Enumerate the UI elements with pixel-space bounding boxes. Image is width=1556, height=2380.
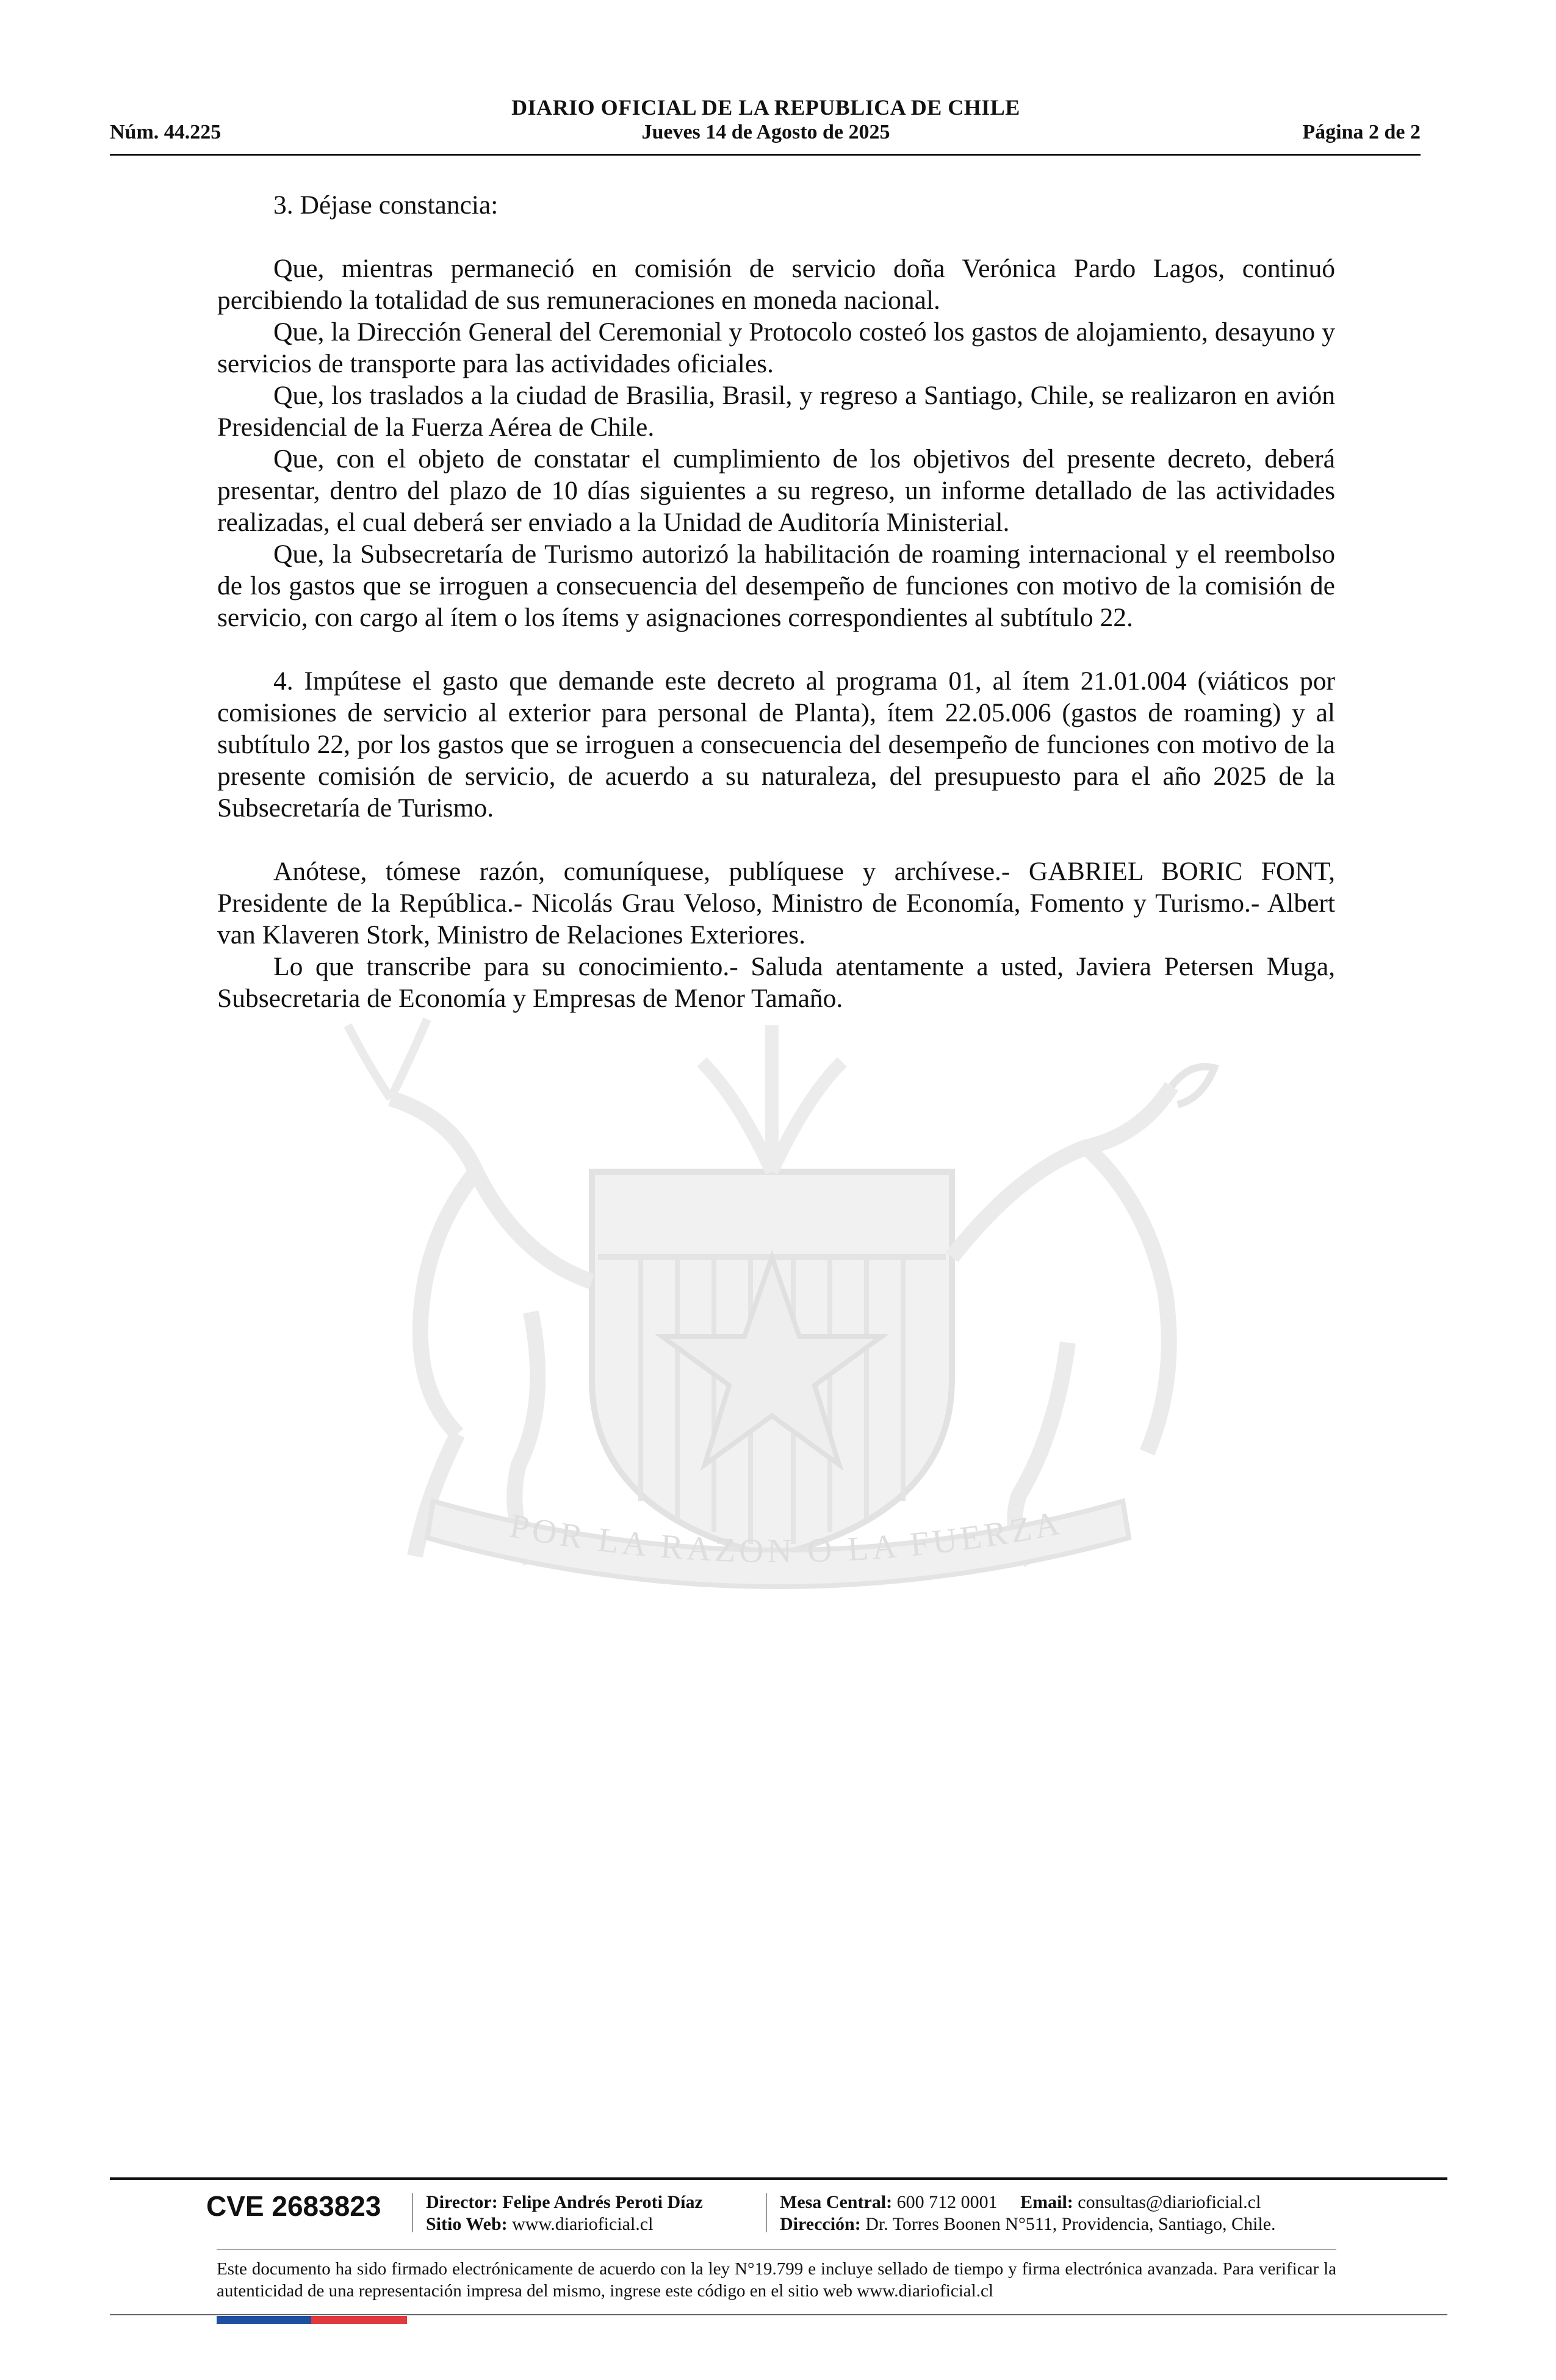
body-paragraph: Que, con el objeto de constatar el cumplimiento de los objetivos del presente decreto, deberá presentar, dentro del plazo de 10 días siguientes a su regreso, un informe detallado de las actividades realizadas, el cual deberá ser enviado a la Unidad de Auditoría Ministerial. (217, 444, 1335, 537)
footer-address (780, 2214, 1276, 2235)
address-label: Dirección: (780, 2214, 861, 2234)
newspaper-title: DIARIO OFICIAL DE LA REPUBLICA DE CHILE (511, 95, 1020, 120)
flag-stripe-red (311, 2316, 407, 2324)
body-paragraph: Que, la Dirección General del Ceremonial y Protocolo costeó los gastos de alojamiento, desayuno y servicios de transporte para las actividades oficiales. (217, 317, 1335, 378)
body-paragraph: Que, los traslados a la ciudad de Brasilia, Brasil, y regreso a Santiago, Chile, se realizaron en avión Presidencial de la Fuerza Aérea de Chile. (217, 381, 1335, 442)
director-name: Felipe Andrés Peroti Díaz (502, 2192, 703, 2212)
email-label: Email: (1020, 2192, 1073, 2212)
flag-stripe-blue (217, 2316, 311, 2324)
section-4-paragraph: 4. Impútese el gasto que demande este decreto al programa 01, al ítem 21.01.004 (viáticos por comisiones de servicio al exterior para personal de Planta), ítem 22.05.006 (gastos de roaming) y al subtítulo 22, por los gastos que se irroguen a consecuencia del desempeño de funciones con motivo de la presente comisión de servicio, de acuerdo a su naturaleza, del presupuesto para el año 2025 de la Subsecretaría de Turismo. (217, 666, 1335, 823)
director-label: Director: (426, 2192, 498, 2212)
signature-note: Este documento ha sido firmado electrónicamente de acuerdo con la ley N°19.799 e incluye sellado de tiempo y firma electrónica avanzada. Para verificar la autenticidad de una representación impresa del mismo, ingrese este código en el sitio web www.diarioficial.cl (217, 2259, 1336, 2301)
page-number: Página 2 de 2 (1302, 121, 1421, 143)
footer-bottom-rule (110, 2314, 1447, 2315)
email-link[interactable]: consultas@diarioficial.cl (1078, 2192, 1261, 2212)
issue-date: Jueves 14 de Agosto de 2025 (641, 121, 890, 143)
closing-paragraph: Anótese, tómese razón, comuníquese, publíquese y archívese.- GABRIEL BORIC FONT, Presidente de la República.- Nicolás Grau Veloso, Ministro de Economía, Fomento y Turismo.- Albert van Klaveren Stork, Ministro de Relaciones Exteriores. (217, 857, 1335, 950)
footer-website (426, 2214, 653, 2235)
footer-separator (412, 2193, 413, 2232)
section-3-heading: 3. Déjase constancia: (273, 190, 499, 220)
footer-director (426, 2192, 703, 2213)
mesa-label: Mesa Central: (780, 2192, 893, 2212)
body-paragraph: Que, la Subsecretaría de Turismo autorizó la habilitación de roaming internacional y el reembolso de los gastos que se irroguen a consecuencia del desempeño de funciones con motivo de la comisión de servicio, con cargo al ítem o los ítems y asignaciones correspondientes al subtítulo 22. (217, 539, 1335, 632)
footer-contact (780, 2192, 1261, 2213)
issue-number: Núm. 44.225 (110, 121, 222, 143)
body-paragraph: Que, mientras permaneció en comisión de servicio doña Verónica Pardo Lagos, continuó percibiendo la totalidad de sus remuneraciones en moneda nacional. (217, 254, 1335, 315)
transcription-paragraph: Lo que transcribe para su conocimiento.- Saluda atentamente a usted, Javiera Petersen Muga, Subsecretaria de Economía y Empresas de Menor Tamaño. (217, 952, 1335, 1013)
website-label: Sitio Web: (426, 2214, 508, 2234)
footer-divider (110, 2177, 1447, 2180)
address-value: Dr. Torres Boonen N°511, Providencia, Santiago, Chile. (865, 2214, 1276, 2234)
cve-code: CVE 2683823 (206, 2190, 381, 2222)
footer-note-divider (217, 2249, 1336, 2250)
watermark-motto: POR LA RAZON O LA FUERZA (506, 1504, 1066, 1571)
mesa-phone: 600 712 0001 (896, 2192, 998, 2212)
footer-separator (766, 2193, 767, 2232)
document-body (217, 189, 1335, 1014)
coat-of-arms-watermark-icon (275, 915, 1281, 1623)
website-link[interactable]: www.diarioficial.cl (512, 2214, 654, 2234)
header-divider (110, 154, 1421, 156)
